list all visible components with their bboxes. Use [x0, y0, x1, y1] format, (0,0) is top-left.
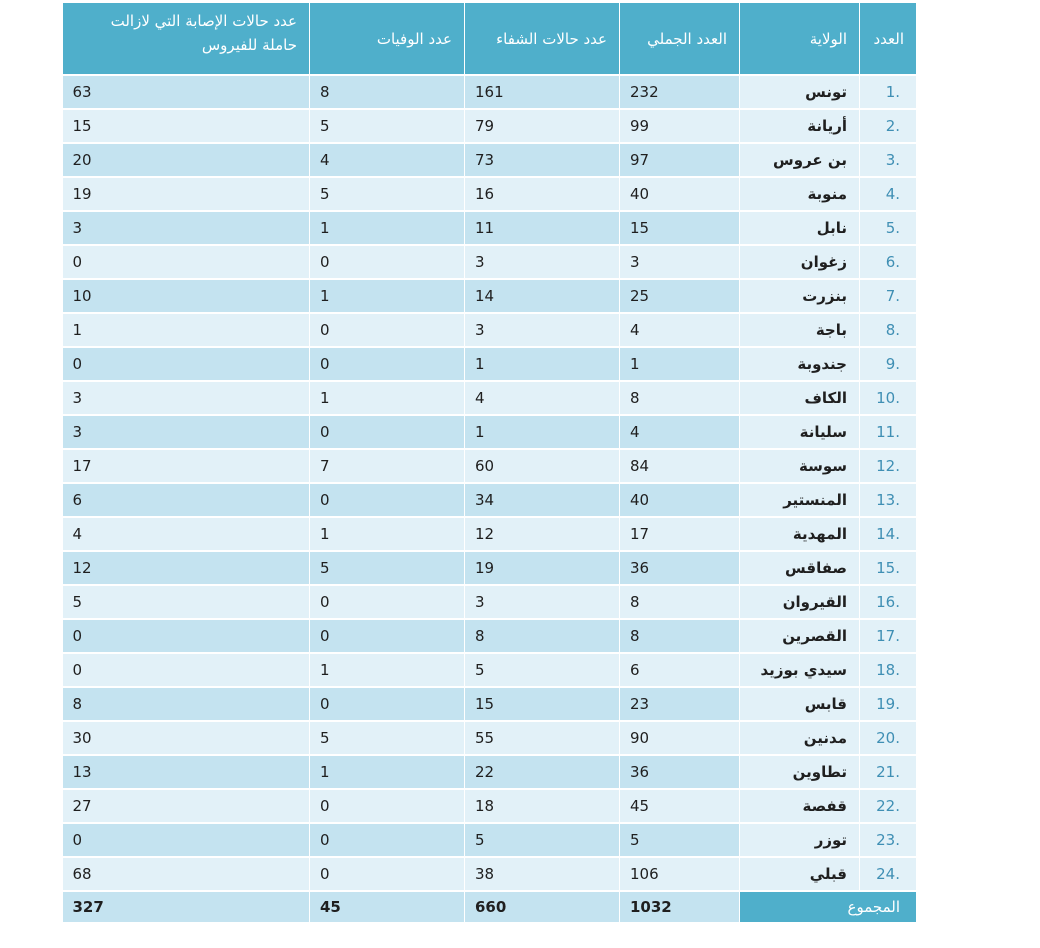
table-row	[63, 653, 917, 687]
active-cell: 5	[63, 585, 310, 619]
active-cell: 0	[63, 823, 310, 857]
total-deaths-cell: 45	[310, 891, 465, 922]
number-cell: 8.	[860, 313, 917, 347]
number-cell: 6.	[860, 245, 917, 279]
deaths-cell: 0	[310, 585, 465, 619]
total-recovered-cell: 660	[465, 891, 620, 922]
number-cell: 5.	[860, 211, 917, 245]
governorate-cell: منوبة	[740, 177, 860, 211]
governorate-cell: جندوبة	[740, 347, 860, 381]
deaths-cell: 0	[310, 857, 465, 891]
deaths-cell: 5	[310, 177, 465, 211]
recovered-cell: 18	[465, 789, 620, 823]
deaths-cell: 0	[310, 823, 465, 857]
recovered-cell: 55	[465, 721, 620, 755]
active-cell: 27	[63, 789, 310, 823]
recovered-cell: 3	[465, 245, 620, 279]
governorate-cell: المهدية	[740, 517, 860, 551]
number-cell: 16.	[860, 585, 917, 619]
total-cell: 84	[620, 449, 740, 483]
recovered-cell: 8	[465, 619, 620, 653]
total-cell: 3	[620, 245, 740, 279]
recovered-cell: 14	[465, 279, 620, 313]
total-cell: 25	[620, 279, 740, 313]
active-cell: 3	[63, 381, 310, 415]
active-cell: 0	[63, 653, 310, 687]
recovered-cell: 73	[465, 143, 620, 177]
recovered-cell: 3	[465, 313, 620, 347]
deaths-cell: 0	[310, 687, 465, 721]
total-total-cell: 1032	[620, 891, 740, 922]
recovered-cell: 4	[465, 381, 620, 415]
table-row	[63, 381, 917, 415]
governorate-cell: سليانة	[740, 415, 860, 449]
deaths-cell: 1	[310, 211, 465, 245]
covid-statistics-table	[62, 3, 917, 922]
governorate-cell: نابل	[740, 211, 860, 245]
active-cell: 0	[63, 347, 310, 381]
total-cell: 17	[620, 517, 740, 551]
table-row	[63, 857, 917, 891]
recovered-cell: 22	[465, 755, 620, 789]
number-cell: 23.	[860, 823, 917, 857]
deaths-cell: 0	[310, 415, 465, 449]
table-row	[63, 721, 917, 755]
header-deaths: عدد الوفيات	[310, 3, 465, 75]
deaths-cell: 5	[310, 551, 465, 585]
governorate-cell: زغوان	[740, 245, 860, 279]
governorate-cell: الكاف	[740, 381, 860, 415]
recovered-cell: 60	[465, 449, 620, 483]
recovered-cell: 5	[465, 653, 620, 687]
recovered-cell: 11	[465, 211, 620, 245]
deaths-cell: 5	[310, 721, 465, 755]
table-row	[63, 313, 917, 347]
total-cell: 1	[620, 347, 740, 381]
table-row	[63, 823, 917, 857]
table-row	[63, 449, 917, 483]
table-row	[63, 483, 917, 517]
deaths-cell: 0	[310, 245, 465, 279]
total-cell: 8	[620, 585, 740, 619]
active-cell: 3	[63, 415, 310, 449]
governorate-cell: تطاوين	[740, 755, 860, 789]
number-cell: 10.	[860, 381, 917, 415]
deaths-cell: 1	[310, 279, 465, 313]
number-cell: 21.	[860, 755, 917, 789]
total-cell: 232	[620, 75, 740, 109]
governorate-cell: المنستير	[740, 483, 860, 517]
header-active-line2: حاملة للفيروس	[201, 36, 297, 54]
number-cell: 1.	[860, 75, 917, 109]
deaths-cell: 1	[310, 653, 465, 687]
total-cell: 90	[620, 721, 740, 755]
active-cell: 8	[63, 687, 310, 721]
number-cell: 7.	[860, 279, 917, 313]
header-active-cases	[63, 3, 310, 75]
table-row	[63, 75, 917, 109]
table-row	[63, 517, 917, 551]
recovered-cell: 34	[465, 483, 620, 517]
governorate-cell: تونس	[740, 75, 860, 109]
number-cell: 9.	[860, 347, 917, 381]
recovered-cell: 3	[465, 585, 620, 619]
total-cell: 6	[620, 653, 740, 687]
deaths-cell: 0	[310, 347, 465, 381]
governorate-cell: قابس	[740, 687, 860, 721]
number-cell: 12.	[860, 449, 917, 483]
recovered-cell: 1	[465, 415, 620, 449]
table-row	[63, 109, 917, 143]
active-cell: 68	[63, 857, 310, 891]
number-cell: 20.	[860, 721, 917, 755]
number-cell: 3.	[860, 143, 917, 177]
deaths-cell: 1	[310, 381, 465, 415]
governorate-cell: أريانة	[740, 109, 860, 143]
table-row	[63, 347, 917, 381]
table-row	[63, 687, 917, 721]
total-active-cell: 327	[63, 891, 310, 922]
recovered-cell: 12	[465, 517, 620, 551]
table-row	[63, 755, 917, 789]
active-cell: 13	[63, 755, 310, 789]
active-cell: 0	[63, 245, 310, 279]
table-row	[63, 245, 917, 279]
total-cell: 5	[620, 823, 740, 857]
totals-row	[63, 891, 917, 922]
total-cell: 45	[620, 789, 740, 823]
deaths-cell: 1	[310, 755, 465, 789]
table-body	[63, 75, 917, 922]
total-cell: 4	[620, 415, 740, 449]
recovered-cell: 16	[465, 177, 620, 211]
number-cell: 19.	[860, 687, 917, 721]
number-cell: 13.	[860, 483, 917, 517]
active-cell: 6	[63, 483, 310, 517]
header-row	[63, 3, 917, 75]
total-cell: 15	[620, 211, 740, 245]
active-cell: 15	[63, 109, 310, 143]
table-row	[63, 789, 917, 823]
governorate-cell: بن عروس	[740, 143, 860, 177]
deaths-cell: 0	[310, 483, 465, 517]
table-row	[63, 619, 917, 653]
deaths-cell: 8	[310, 75, 465, 109]
deaths-cell: 0	[310, 619, 465, 653]
recovered-cell: 161	[465, 75, 620, 109]
total-cell: 99	[620, 109, 740, 143]
active-cell: 30	[63, 721, 310, 755]
table-row	[63, 415, 917, 449]
governorate-cell: توزر	[740, 823, 860, 857]
governorate-cell: سيدي بوزيد	[740, 653, 860, 687]
governorate-cell: بنزرت	[740, 279, 860, 313]
header-recovered: عدد حالات الشفاء	[465, 3, 620, 75]
active-cell: 3	[63, 211, 310, 245]
active-cell: 1	[63, 313, 310, 347]
total-cell: 36	[620, 551, 740, 585]
governorate-cell: قفصة	[740, 789, 860, 823]
header-governorate: الولاية	[740, 3, 860, 75]
active-cell: 4	[63, 517, 310, 551]
recovered-cell: 1	[465, 347, 620, 381]
total-cell: 4	[620, 313, 740, 347]
recovered-cell: 79	[465, 109, 620, 143]
governorate-cell: سوسة	[740, 449, 860, 483]
recovered-cell: 38	[465, 857, 620, 891]
table-row	[63, 279, 917, 313]
header-total: العدد الجملي	[620, 3, 740, 75]
active-cell: 19	[63, 177, 310, 211]
deaths-cell: 0	[310, 313, 465, 347]
total-cell: 40	[620, 177, 740, 211]
active-cell: 17	[63, 449, 310, 483]
deaths-cell: 4	[310, 143, 465, 177]
number-cell: 2.	[860, 109, 917, 143]
recovered-cell: 5	[465, 823, 620, 857]
deaths-cell: 1	[310, 517, 465, 551]
governorate-cell: قبلي	[740, 857, 860, 891]
governorate-cell: مدنين	[740, 721, 860, 755]
number-cell: 18.	[860, 653, 917, 687]
governorate-cell: القيروان	[740, 585, 860, 619]
active-cell: 10	[63, 279, 310, 313]
recovered-cell: 15	[465, 687, 620, 721]
governorate-cell: باجة	[740, 313, 860, 347]
table-row	[63, 551, 917, 585]
table-row	[63, 211, 917, 245]
governorate-cell: القصرين	[740, 619, 860, 653]
total-cell: 8	[620, 619, 740, 653]
total-cell: 36	[620, 755, 740, 789]
active-cell: 20	[63, 143, 310, 177]
total-label-cell: المجموع	[740, 891, 917, 922]
header-active-line1: عدد حالات الإصابة التي لازالت	[110, 12, 297, 30]
number-cell: 17.	[860, 619, 917, 653]
deaths-cell: 5	[310, 109, 465, 143]
governorate-cell: صفاقس	[740, 551, 860, 585]
total-cell: 106	[620, 857, 740, 891]
total-cell: 40	[620, 483, 740, 517]
table-row	[63, 585, 917, 619]
number-cell: 11.	[860, 415, 917, 449]
total-cell: 8	[620, 381, 740, 415]
header-number: العدد	[860, 3, 917, 75]
table-row	[63, 177, 917, 211]
table-row	[63, 143, 917, 177]
deaths-cell: 0	[310, 789, 465, 823]
total-cell: 97	[620, 143, 740, 177]
number-cell: 24.	[860, 857, 917, 891]
deaths-cell: 7	[310, 449, 465, 483]
recovered-cell: 19	[465, 551, 620, 585]
active-cell: 12	[63, 551, 310, 585]
total-cell: 23	[620, 687, 740, 721]
number-cell: 22.	[860, 789, 917, 823]
number-cell: 15.	[860, 551, 917, 585]
active-cell: 0	[63, 619, 310, 653]
active-cell: 63	[63, 75, 310, 109]
number-cell: 14.	[860, 517, 917, 551]
number-cell: 4.	[860, 177, 917, 211]
